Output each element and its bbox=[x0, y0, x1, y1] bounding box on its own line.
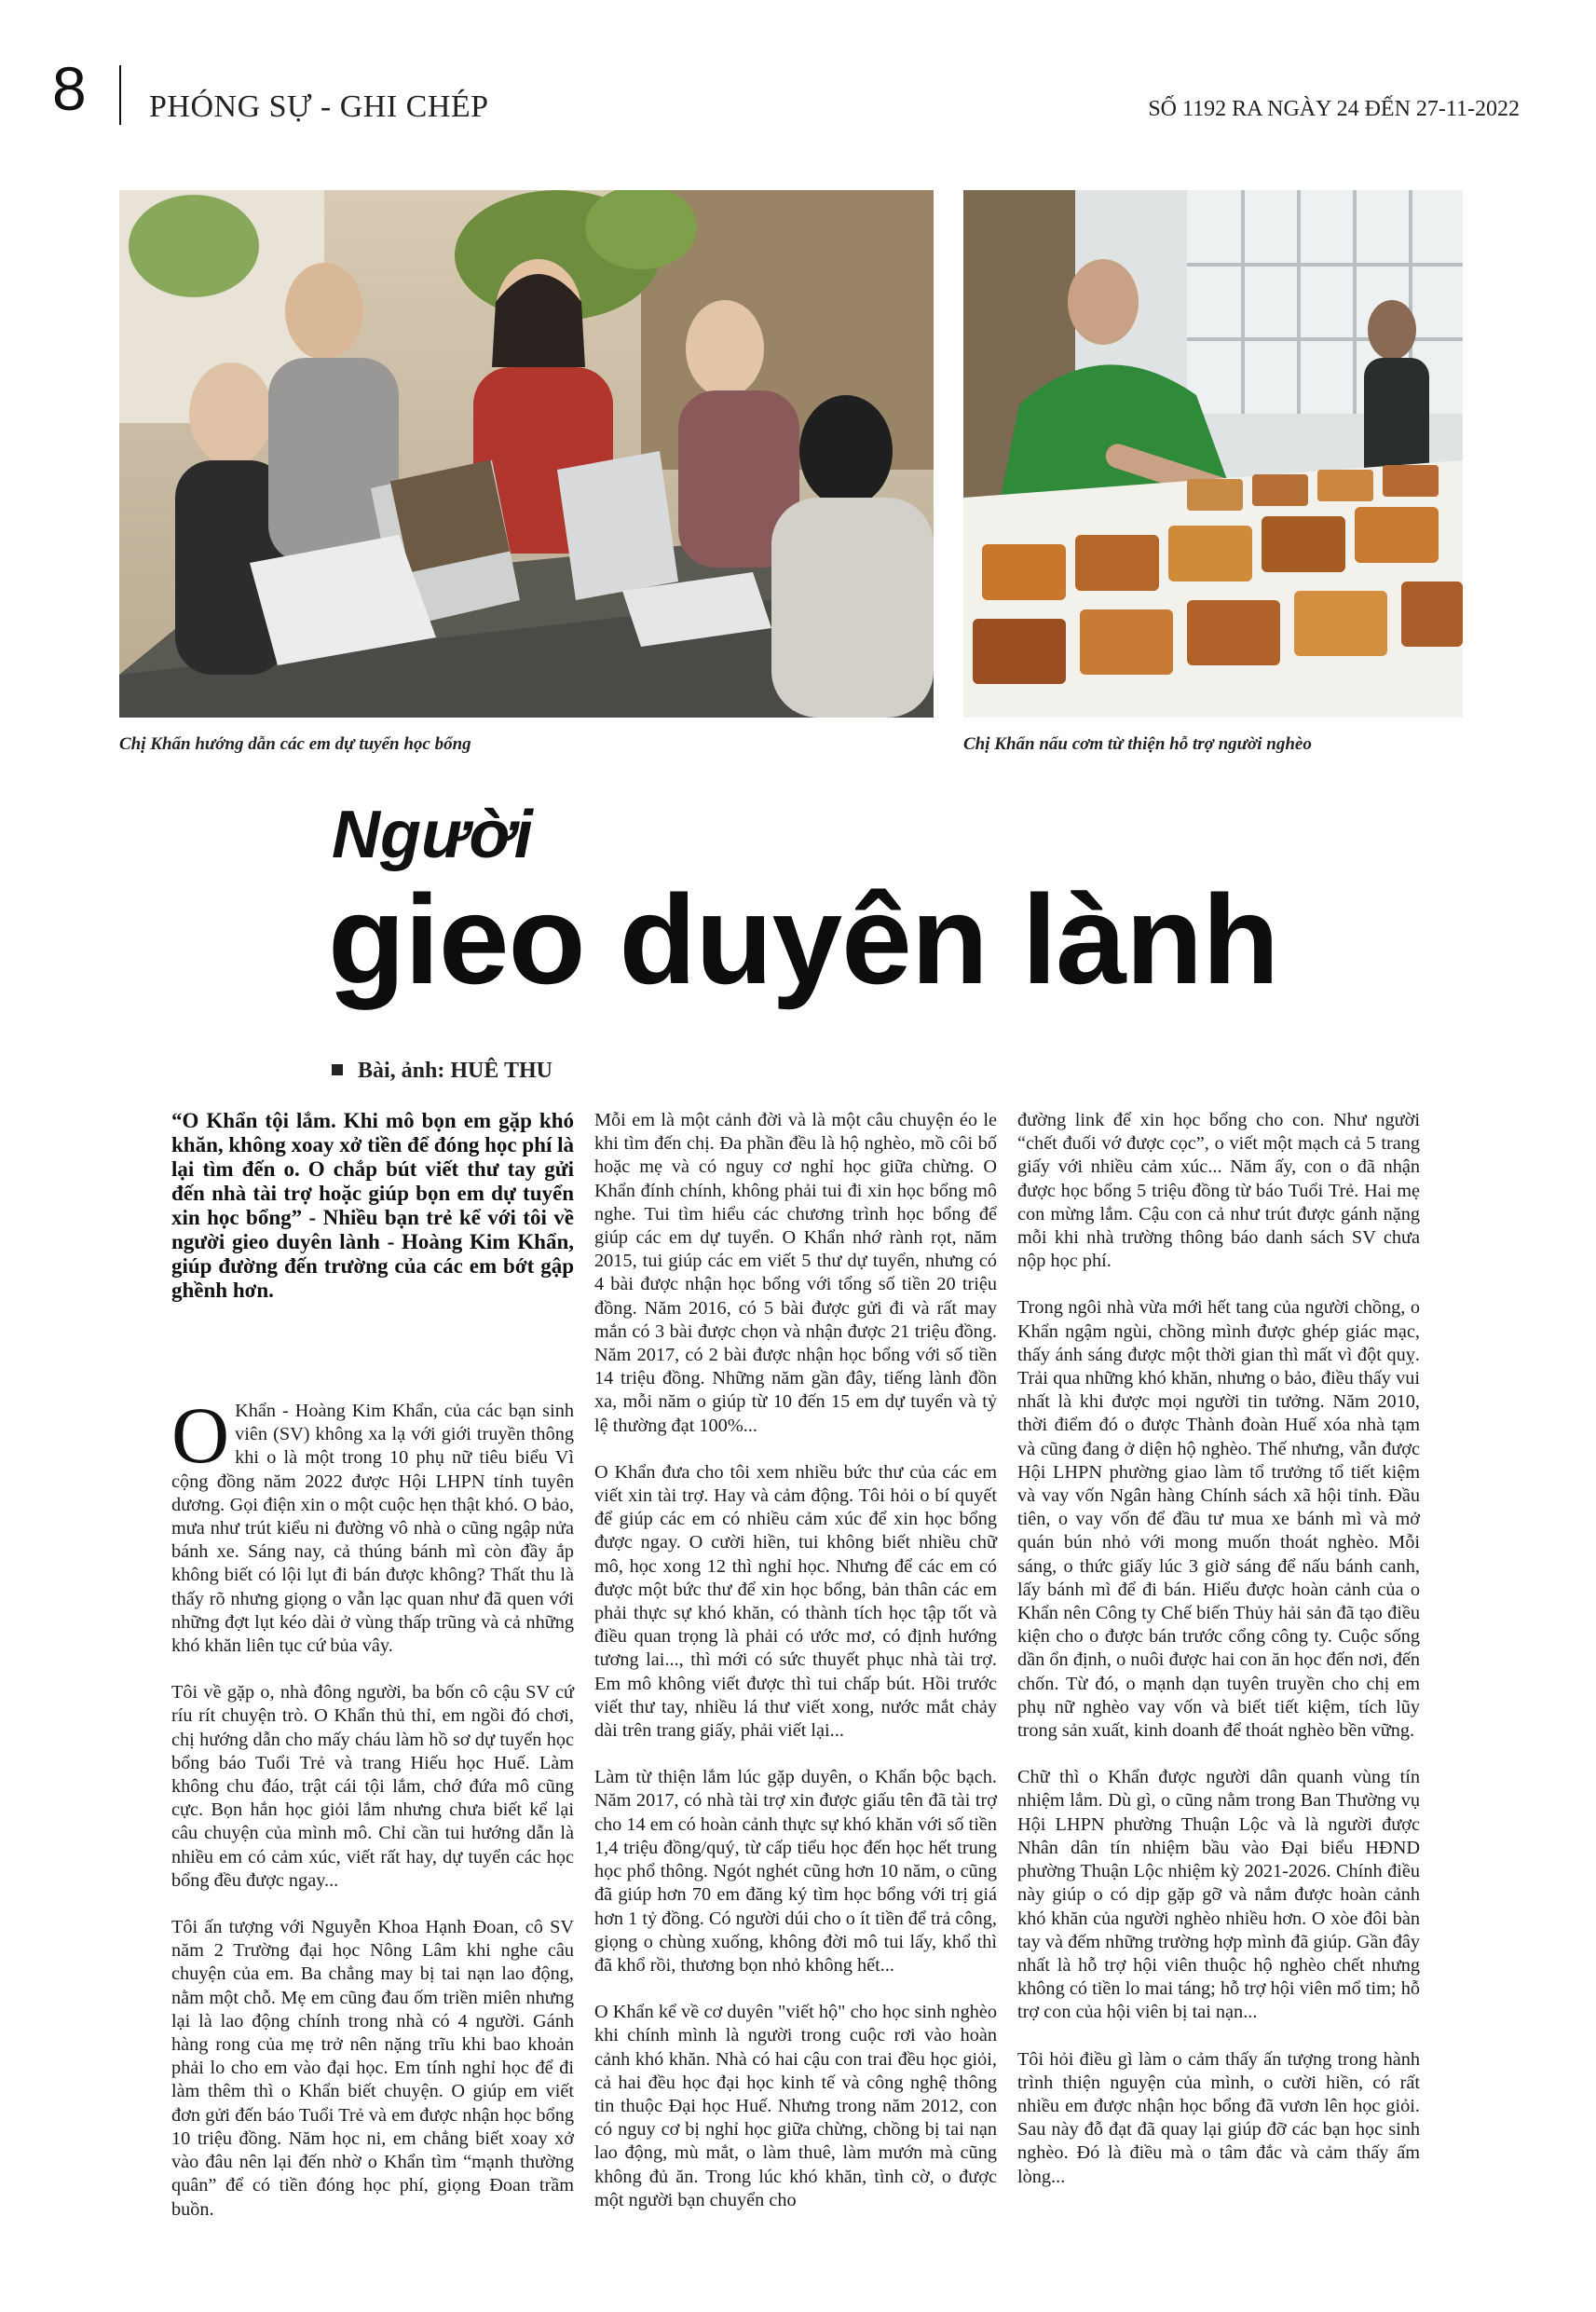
byline-text: Bài, ảnh: HUÊ THU bbox=[358, 1059, 552, 1083]
header-divider bbox=[119, 65, 121, 125]
body-paragraph: Tôi về gặp o, nhà đông người, ba bốn cô cậu SV cứ ríu rít chuyện trò. O Khẩn thủ thỉ, em ngồi đó chơi, chị hướng dẫn cho mấy cháu làm hồ sơ dự tuyển học bổng báo Tuổi Trẻ và trang Hiếu học Huế. Làm không chu đáo, trật cái tội lắm, chớ đứa mô cũng cực. Bọn hắn học giỏi lắm nhưng chưa biết kể lại câu chuyện của mình mô. Chỉ cần tui hướng dẫn là nhiều em có cảm xúc, viết rất hay, dự tuyển các học bổng đều được ngay... bbox=[171, 1682, 574, 1891]
body-paragraph: Chữ thì o Khẩn được người dân quanh vùng tín nhiệm lắm. Dù gì, o cũng nằm trong Ban Thường vụ Hội LHPN phường Thuận Lộc và là người được Nhân dân tín nhiệm bầu vào Đại biểu HĐND phường Thuận Lộc nhiệm kỳ 2021-2026. Chính điều này giúp o có dịp gặp gỡ và nắm được hoàn cảnh khó khăn của người nghèo nhiều hơn. O xòe đôi bàn tay và đếm những trường hợp mình đã giúp. Gần đây nhất là hỗ trợ hội viên thuộc hộ nghèo chết nhưng không có tiền lo mai táng; hỗ trợ hội viên mổ tim; hỗ trợ con của hội viên bị tai nạn... bbox=[1017, 1767, 1420, 2023]
photo-caption-1: Chị Khẩn hướng dẫn các em dự tuyển học bổng bbox=[119, 734, 471, 754]
article-column-3 bbox=[1017, 1109, 1420, 2212]
section-title: PHÓNG SỰ - GHI CHÉP bbox=[149, 89, 489, 124]
body-paragraph: O Khẩn kể về cơ duyên "viết hộ" cho học sinh nghèo khi chính mình là người trong cuộc rơi vào hoàn cảnh khó khăn. Nhà có hai cậu con trai đều học giỏi, cả hai đều học đại học kinh tế và công nghệ thông tin thuộc Đại học Huế. Nhưng trong năm 2012, con có nguy cơ bị nghỉ học giữa chừng, chồng bị tai nạn lao động, mù mắt, o làm thuê, làm mướn mà cũng không đủ ăn. Trong lúc khó khăn, tình cờ, o được một người bạn chuyển cho bbox=[594, 2002, 997, 2210]
article-column-1 bbox=[171, 1390, 574, 2245]
body-paragraph: Trong ngôi nhà vừa mới hết tang của người chồng, o Khẩn ngậm ngùi, chồng mình được ghép giác mạc, thấy ánh sáng được một thời gian thì mất vì đột quỵ. Trải qua những khó khăn, nhưng o bảo, điều thấy vui nhất là khi được mọi người tin tưởng. Năm 2010, thời điểm đó o được Thành đoàn Huế xóa nhà tạm và cũng đang ở diện hộ nghèo. Thế nhưng, vẫn được Hội LHPN phường giao làm tổ trưởng tổ tiết kiệm và vay vốn Ngân hàng Chính sách xã hội tỉnh. Đầu tiên, o vay vốn để đầu tư mua xe bánh mì và mở quán bún nhỏ với mong muốn thoát nghèo. Mỗi sáng, o thức giấy lúc 3 giờ sáng để nấu bánh canh, lấy bánh mì để đi bán. Hiểu được hoàn cảnh của o Khẩn nên Công ty Chế biến Thủy hải sản đã tạo điều kiện cho o được bán trước cổng công ty. Cuộc sống dần ổn định, o nuôi được hai con ăn học đến nơi, đến chốn. Từ đó, o mạnh dạn tuyên truyền cho chị em phụ nữ nghèo vay vốn và biết tiết kiệm, tích lũy trong sản xuất, kinh doanh để thoát nghèo bền vững. bbox=[1017, 1297, 1420, 1742]
headline: gieo duyên lành bbox=[328, 869, 1279, 1010]
body-paragraph: O Khẩn đưa cho tôi xem nhiều bức thư của các em viết xin tài trợ. Hay và cảm động. Tôi hỏi o bí quyết để giúp các em có nhiều cảm xúc để xin học bổng được ngay. O cười hiền, tui không biết nhiều chữ mô, học xong 12 thì nghỉ học. Nhưng để các em có được một bức thư để xin học bổng, bản thân các em phải thực sự khó khăn, có thành tích học tập tốt và điều quan trọng là phải có ước mơ, có định hướng tương lai..., thì mới có sức thuyết phục nhà tài trợ. Em mô không viết được thì tui chấp bút. Hồi trước viết thư tay, nhiều lá thư viết xong, nước mắt chảy dài trên trang giấy, phải viết lại... bbox=[594, 1461, 997, 1742]
body-paragraph: Mỗi em là một cảnh đời và là một câu chuyện éo le khi tìm đến chị. Đa phần đều là hộ nghèo, mồ côi bố hoặc mẹ và có nguy cơ nghỉ học giữa chừng. O Khẩn đính chính, không phải tui đi xin học bổng mô nghe. Tui tìm hiểu các chương trình học bổng để giúp các em dự tuyển. O Khẩn nhớ rành rọt, năm 2015, tui giúp các em viết 5 thư dự tuyển, nhưng có 4 bài được nhận học bổng với tổng số tiền 20 triệu đồng. Năm 2016, có 5 bài được gửi đi và rất may mắn có 3 bài được chọn và nhận được 21 triệu đồng. Năm 2017, có 2 bài được nhận học bổng với số tiền 14 triệu đồng. Những năm gần đây, tiếng lành đồn xa, mỗi năm o giúp từ 10 đến 15 em dự tuyển và tỷ lệ thường đạt 100%... bbox=[594, 1110, 997, 1436]
body-paragraph: Tôi ấn tượng với Nguyễn Khoa Hạnh Đoan, cô SV năm 2 Trường đại học Nông Lâm khi nghe câu chuyện của em. Ba chẳng may bị tai nạn lao động, nằm một chỗ. Mẹ em cũng đau ốm triền miên nhưng lại là lao động chính trong nhà có 4 người. Gánh hàng rong của mẹ trở nên nặng trĩu khi bao khoản phải lo cho em vào đại học. Em tính nghỉ học để đi làm thêm thì o Khẩn biết chuyện. O giúp em viết đơn gửi đến báo Tuổi Trẻ và em được nhận học bổng 10 triệu đồng. Năm học ni, em chẳng biết xoay xở vào đâu nên lại đến nhờ o Khẩn tìm “mạnh thường quân” để có tiền đóng học phí, giọng Đoan trầm buồn. bbox=[171, 1917, 574, 2220]
byline bbox=[332, 1059, 552, 1084]
byline-bullet bbox=[332, 1064, 343, 1075]
lead-paragraph: “O Khẩn tội lắm. Khi mô bọn em gặp khó khăn, không xoay xở tiền để đóng học phí là lại tìm đến o. O chắp bút viết thư tay gửi đến nhà tài trợ hoặc giúp bọn em dự tuyển xin học bổng” - Nhiều bạn trẻ kể với tôi về người gieo duyên lành - Hoàng Kim Khẩn, giúp đường đến trường của các em bớt gập ghềnh hơn. bbox=[171, 1109, 574, 1302]
photo-caption-2: Chị Khẩn nấu cơm từ thiện hỗ trợ người nghèo bbox=[963, 734, 1312, 754]
body-paragraph: O Khẩn - Hoàng Kim Khẩn, của các bạn sinh viên (SV) không xa lạ với giới truyền thông khi o là một trong 10 phụ nữ tiêu biểu Vì cộng đồng năm 2022 được Hội LHPN tỉnh tuyên dương. Gọi điện xin o một cuộc hẹn thật khó. O bảo, mưa như trút kiểu ni đường vô nhà o cũng ngập nửa bánh xe. Sáng nay, cả thúng bánh mì còn đầy ắp không biết có lội lụt đi bán được không? Thất thu là thấy rõ nhưng giọng o vẫn lạc quan như đã quen với những đợt lụt kéo dài ở vùng thấp trũng và cả những khó khăn liên tục cứ bủa vây. bbox=[171, 1390, 574, 1657]
headline-kicker: Người bbox=[332, 798, 533, 872]
article-column-2 bbox=[594, 1109, 997, 2236]
photo-charity-cooking bbox=[963, 190, 1463, 718]
body-paragraph: Tôi hỏi điều gì làm o cảm thấy ấn tượng trong hành trình thiện nguyện của mình, o cười hiền, có rất nhiều em được nhận học bổng đã vươn lên học giỏi. Sau này đỗ đạt đã quay lại giúp đỡ các bạn học sinh nghèo. Đó là điều mà o tâm đắc và cảm thấy ấm lòng... bbox=[1017, 2048, 1420, 2187]
photo-scholarship-guidance bbox=[119, 190, 934, 718]
body-paragraph: Làm từ thiện lắm lúc gặp duyên, o Khẩn bộc bạch. Năm 2017, có nhà tài trợ xin được giấu tên đã tài trợ cho 14 em có hoàn cảnh thực sự khó khăn với số tiền 1,4 triệu đồng/quý, từ cấp tiểu học đến học hết trung học phổ thông. Ngót nghét cũng hơn 10 năm, o cũng đã giúp hơn 70 em đăng ký tìm học bổng với trị giá hơn 1 tỷ đồng. Có người dúi cho o ít tiền để trả công, giọng o chùng xuống, không đời mô tui lấy, khổ thì đã khổ rồi, thương bọn nhỏ không hết... bbox=[594, 1767, 997, 1976]
body-paragraph: đường link để xin học bổng cho con. Như người “chết đuối vớ được cọc”, o viết một mạch cả 5 trang giấy với nhiều cảm xúc... Năm ấy, con o đã nhận được học bổng 5 triệu đồng từ báo Tuổi Trẻ. Hai mẹ con mừng lắm. Cậu con cả như trút được gánh nặng mỗi khi nhà trường thông báo danh sách SV chưa nộp học phí. bbox=[1017, 1110, 1420, 1272]
drop-cap: O bbox=[171, 1390, 230, 1480]
page-number: 8 bbox=[52, 54, 87, 123]
issue-info: SỐ 1192 RA NGÀY 24 ĐẾN 27-11-2022 bbox=[1148, 97, 1520, 121]
